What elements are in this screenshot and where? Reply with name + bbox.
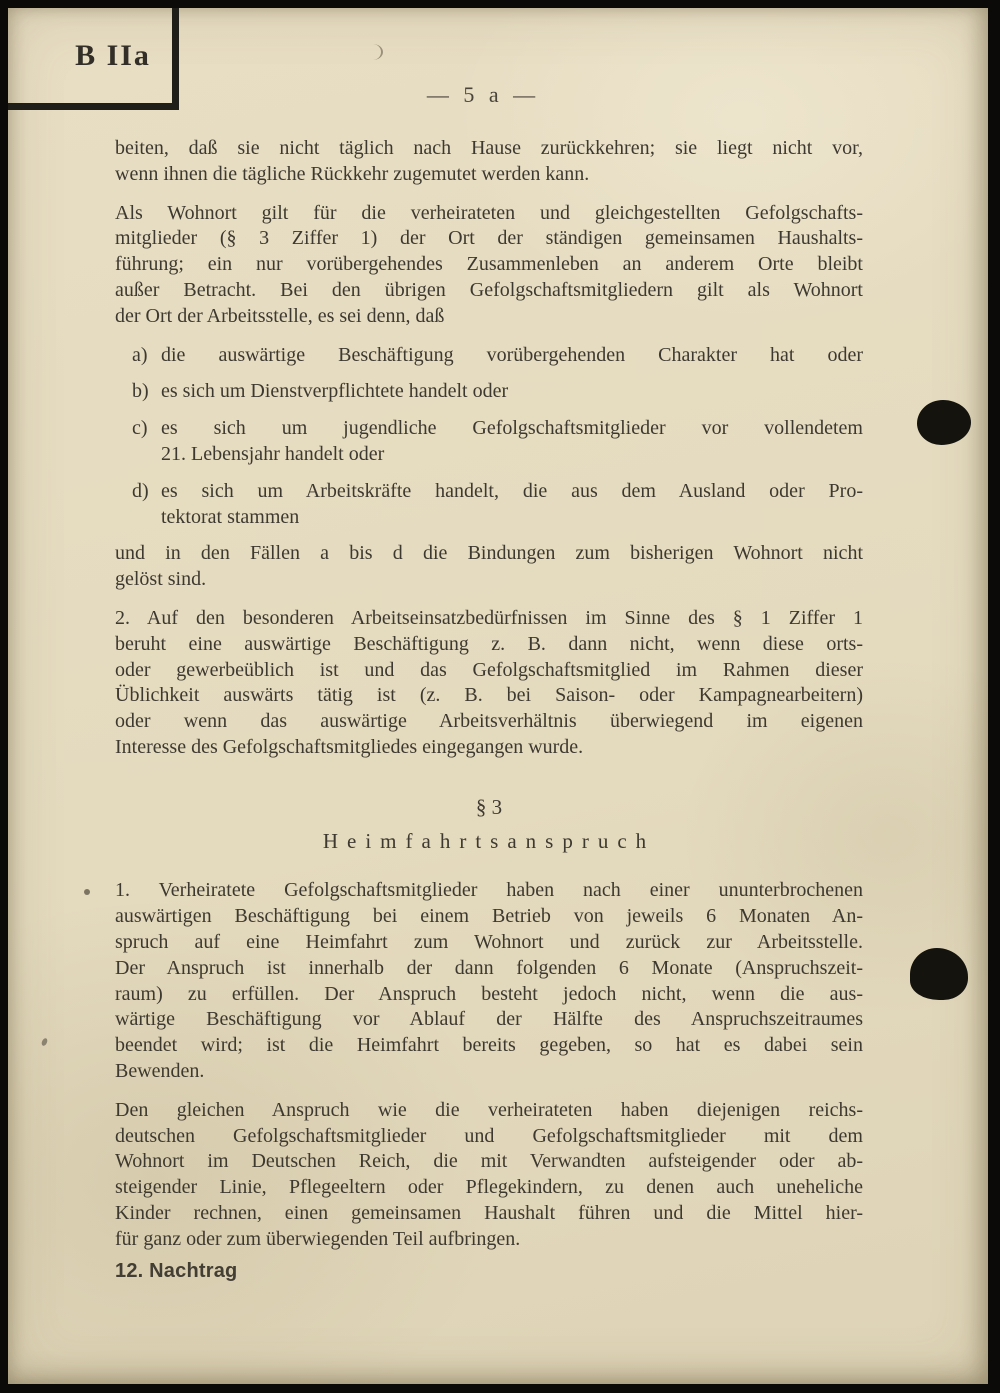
text-line: Bewenden. bbox=[115, 1059, 205, 1082]
list-item bbox=[115, 343, 863, 369]
text-line: 1. Verheiratete Gefolgschaftsmitglieder haben nach einer ununterbrochenen bbox=[115, 879, 863, 902]
text-line: tektorat stammen bbox=[161, 505, 300, 528]
paragraph bbox=[115, 606, 863, 761]
text-line: und in den Fällen a bis d die Bindungen zum bisherigen Wohnort nicht bbox=[115, 542, 863, 565]
list-item bbox=[115, 379, 863, 405]
text-line: raum) zu erfüllen. Der Anspruch besteht jedoch nicht, wenn die aus- bbox=[115, 982, 863, 1005]
text-line: oder gewerbeüblich ist und das Gefolgschaftsmitglied im Rahmen dieser bbox=[115, 658, 863, 681]
corner-label: B IIa bbox=[75, 38, 151, 72]
paragraph bbox=[115, 878, 863, 1084]
text-line: gelöst sind. bbox=[115, 568, 207, 591]
section-subheading: Heimfahrtsanspruch bbox=[322, 828, 656, 853]
text-line: auswärtigen Beschäftigung bei einem Betrieb von jeweils 6 Monaten An- bbox=[115, 905, 863, 928]
paragraph bbox=[115, 136, 863, 188]
list-marker: c) bbox=[132, 417, 148, 440]
text-line: Kinder rechnen, einen gemeinsamen Haushalt führen und die Mittel hier- bbox=[115, 1201, 863, 1224]
text-line: führung; ein nur vorübergehendes Zusammenleben an anderem Orte bleibt bbox=[115, 253, 863, 276]
section-heading: § 3 bbox=[475, 794, 503, 819]
page-number: — 5 a — bbox=[426, 82, 536, 107]
list-item bbox=[115, 479, 863, 531]
text-line: beruht eine auswärtige Beschäftigung z. B. dann nicht, wenn diese orts- bbox=[115, 632, 863, 655]
footer-supplement-label: 12. Nachtrag bbox=[115, 1260, 238, 1282]
text-line: oder wenn das auswärtige Arbeitsverhältnis überwiegend im eigenen bbox=[115, 710, 863, 733]
list-marker: a) bbox=[132, 343, 148, 366]
paragraph bbox=[115, 201, 863, 330]
text-line: spruch auf eine Heimfahrt zum Wohnort und zurück zur Arbeitsstelle. bbox=[115, 930, 863, 953]
paper-speck bbox=[84, 889, 90, 895]
paragraph bbox=[115, 541, 863, 593]
text-line: wenn ihnen die tägliche Rückkehr zugemutet werden kann. bbox=[115, 162, 590, 185]
text-line: Den gleichen Anspruch wie die verheirateten haben diejenigen reichs- bbox=[115, 1098, 863, 1121]
text-line: 21. Lebensjahr handelt oder bbox=[161, 442, 385, 465]
text-line: Als Wohnort gilt für die verheirateten und gleichgestellten Gefolgschafts- bbox=[115, 201, 863, 224]
text-line: Interesse des Gefolgschaftsmitgliedes eingegangen wurde. bbox=[115, 735, 584, 758]
text-line: mitglieder (§ 3 Ziffer 1) der Ort der ständigen gemeinsamen Haushalts- bbox=[115, 227, 863, 250]
document-page bbox=[8, 8, 988, 1384]
text-line: deutschen Gefolgschaftsmitglieder und Gefolgschaftsmitglieder mit dem bbox=[115, 1124, 863, 1147]
text-line: der Ort der Arbeitsstelle, es sei denn, daß bbox=[115, 304, 445, 327]
document-body bbox=[115, 136, 863, 1265]
text-line: beiten, daß sie nicht täglich nach Hause zurückkehren; sie liegt nicht vor, bbox=[115, 137, 863, 159]
paragraph bbox=[115, 1098, 863, 1253]
text-line: es sich um Arbeitskräfte handelt, die aus dem Ausland oder Pro- bbox=[161, 479, 863, 502]
text-line: es sich um jugendliche Gefolgschaftsmitglieder vor vollendetem bbox=[161, 417, 863, 440]
text-line: Wohnort im Deutschen Reich, die mit Verwandten aufsteigender oder ab- bbox=[115, 1150, 863, 1173]
text-line: Der Anspruch ist innerhalb der dann folgenden 6 Monate (Anspruchszeit- bbox=[115, 956, 863, 979]
ink-blot bbox=[917, 400, 971, 445]
text-line: die auswärtige Beschäftigung vorübergehenden Charakter hat oder bbox=[161, 343, 863, 366]
text-line: steigender Linie, Pflegeeltern oder Pflegekindern, zu denen auch uneheliche bbox=[115, 1176, 863, 1199]
paper-mark bbox=[373, 44, 383, 60]
text-line: es sich um Dienstverpflichtete handelt oder bbox=[161, 380, 509, 403]
text-line: außer Betracht. Bei den übrigen Gefolgschaftsmitgliedern gilt als Wohnort bbox=[115, 278, 863, 301]
text-line: für ganz oder zum überwiegenden Teil aufbringen. bbox=[115, 1227, 521, 1250]
list-marker: b) bbox=[132, 380, 149, 403]
text-line: 2. Auf den besonderen Arbeitseinsatzbedürfnissen im Sinne des § 1 Ziffer 1 bbox=[115, 606, 863, 629]
list-item bbox=[115, 416, 863, 468]
text-line: Üblichkeit auswärts tätig ist (z. B. bei Saison- oder Kampagnearbeitern) bbox=[115, 684, 863, 707]
text-line: beendet wird; ist die Heimfahrt bereits gegeben, so hat es dabei sein bbox=[115, 1034, 863, 1057]
paper-speck bbox=[41, 1037, 49, 1046]
ink-blot bbox=[910, 948, 968, 1000]
list-marker: d) bbox=[132, 479, 149, 502]
text-line: wärtige Beschäftigung vor Ablauf der Hälfte des Anspruchszeitraumes bbox=[115, 1008, 863, 1031]
